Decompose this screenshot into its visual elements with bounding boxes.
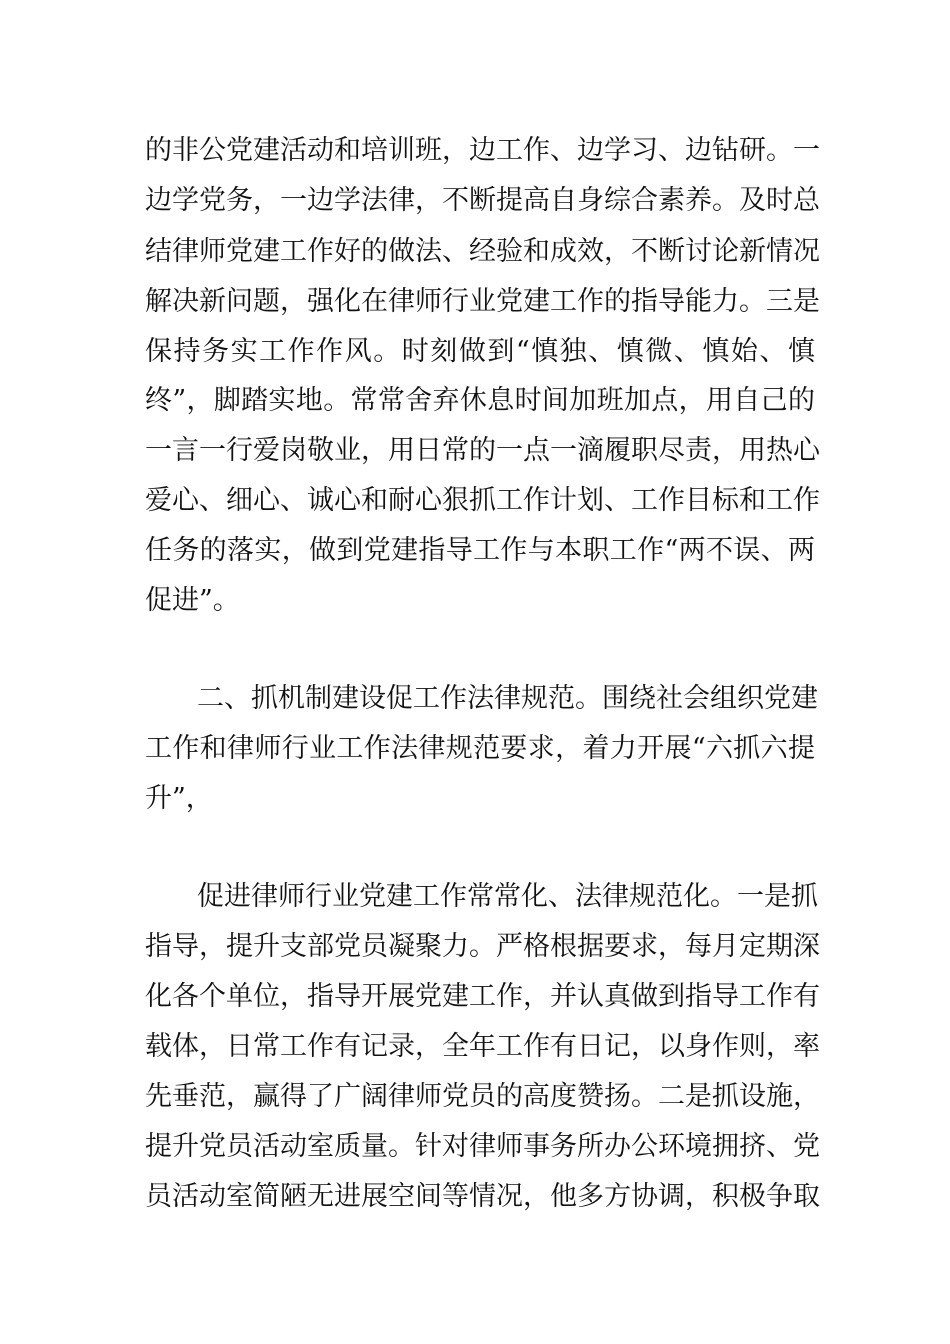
text-line: 结律师党建工作好的做法、经验和成效，不断讨论新情况 xyxy=(145,236,820,267)
text-line: 保持务实工作作风。时刻做到“慎独、慎微、慎始、慎 xyxy=(145,336,815,367)
text-line: 促进律师行业党建工作常常化、法律规范化。一是抓 xyxy=(197,881,818,912)
text-line: 员活动室简陋无进展空间等情况，他多方协调，积极争取 xyxy=(145,1181,820,1212)
text-line: 升”， xyxy=(145,783,213,814)
text-line: 解决新问题，强化在律师行业党建工作的指导能力。三是 xyxy=(145,286,820,317)
text-line: 爱心、细心、诚心和耐心狠抓工作计划、工作目标和工作 xyxy=(145,485,820,516)
text-line: 二、抓机制建设促工作法律规范。围绕社会组织党建 xyxy=(197,683,818,714)
text-line: 任务的落实，做到党建指导工作与本职工作“两不误、两 xyxy=(145,535,815,566)
text-line: 提升党员活动室质量。针对律师事务所办公环境拥挤、党 xyxy=(145,1131,820,1162)
text-line: 工作和律师行业工作法律规范要求，着力开展“六抓六提 xyxy=(145,733,815,764)
text-line: 载体，日常工作有记录，全年工作有日记，以身作则，率 xyxy=(145,1031,820,1062)
text-line: 的非公党建活动和培训班，边工作、边学习、边钻研。一 xyxy=(145,135,820,166)
text-line: 指导，提升支部党员凝聚力。严格根据要求，每月定期深 xyxy=(145,931,820,962)
text-line: 一言一行爱岗敬业，用日常的一点一滴履职尽责，用热心 xyxy=(145,435,820,466)
text-line: 边学党务，一边学法律，不断提高自身综合素养。及时总 xyxy=(145,185,820,216)
text-line: 促进”。 xyxy=(145,585,240,616)
text-line: 化各个单位，指导开展党建工作，并认真做到指导工作有 xyxy=(145,981,820,1012)
text-line: 终”，脚踏实地。常常舍弃休息时间加班加点，用自己的 xyxy=(145,385,815,416)
text-line: 先垂范，赢得了广阔律师党员的高度赞扬。二是抓设施， xyxy=(145,1081,820,1112)
